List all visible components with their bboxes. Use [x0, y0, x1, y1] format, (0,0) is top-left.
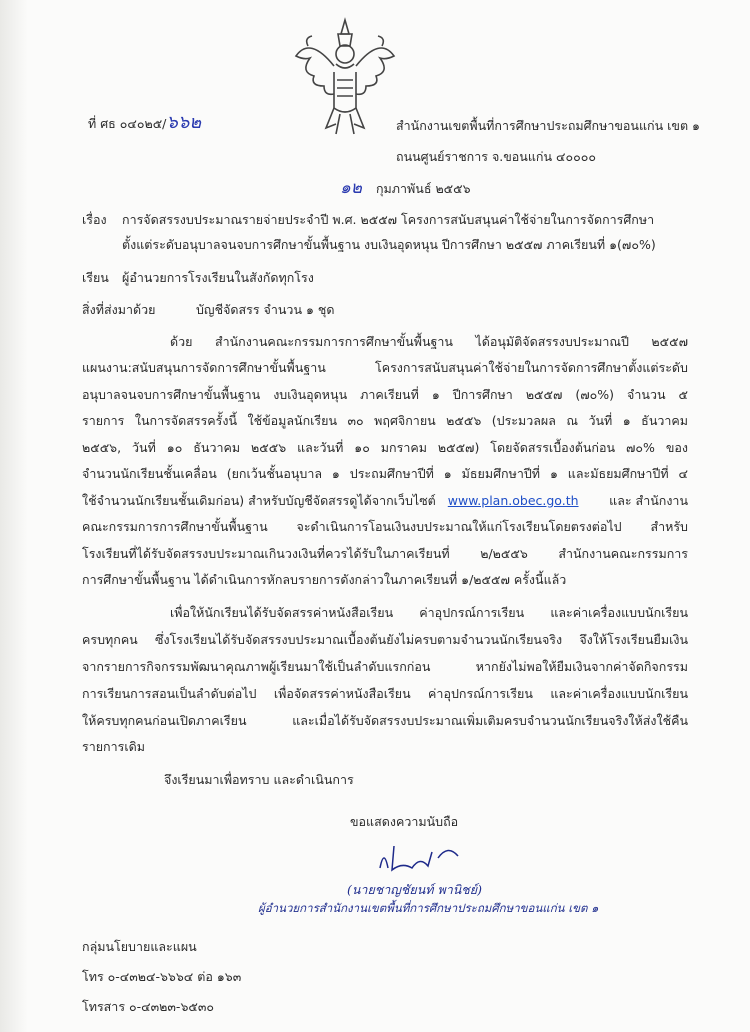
garuda-emblem-icon [290, 16, 400, 136]
paragraph-1-line: รายการ ในการจัดสรรครั้งนี้ ใช้ข้อมูลนักเรียน ๓๐ พฤศจิกายน ๒๕๕๖ (ประมวลผล ณ วันที่ ๑ ธันวาคม [82, 413, 688, 428]
letter-date: ๑๒ กุมภาพันธ์ ๒๕๕๖ [340, 178, 471, 198]
paragraph-1-line: ๒๕๕๖, วันที่ ๑๐ ธันวาคม ๒๕๕๖ และวันที่ ๑๐ มกราคม ๒๕๕๗) โดยจัดสรรเบื้องต้นก่อน ๗๐% ของ [82, 440, 688, 455]
paragraph-1-line: จำนวนนักเรียนชั้นเคลื่อน (ยกเว้นชั้นอนุบาล ๑ ประถมศึกษาปีที่ ๑ มัธยมศึกษาปีที่ ๑ และมัธยมศึกษาปีที่ ๔ [82, 466, 688, 481]
paragraph-1-line: อนุบาลจนจบการศึกษาขั้นพื้นฐาน งบเงินอุดหนุน ภาคเรียนที่ ๑ ปีการศึกษา ๒๕๕๗ (๗๐%) จำนวน ๕ [82, 387, 688, 402]
office-address: ถนนศูนย์ราชการ จ.ขอนแก่น ๔๐๐๐๐ [396, 149, 596, 164]
paragraph-1-line: คณะกรรมการการศึกษาขั้นพื้นฐาน จะดำเนินการโอนเงินงบประมาณให้แก่โรงเรียนโดยตรงต่อไป สำหรับ [82, 519, 688, 534]
paragraph-2-line: จากรายการกิจกรรมพัฒนาคุณภาพผู้เรียนมาใช้เป็นลำดับแรกก่อน หากยังไม่พอให้ยืมเงินจากค่าจัดกิจกรรม [82, 659, 688, 674]
paragraph-1-line: โรงเรียนที่ได้รับจัดสรรงบประมาณเกินวงเงินที่ควรได้รับในภาคเรียนที่ ๒/๒๕๕๖ สำนักงานคณะกรรมการ [82, 546, 688, 561]
subject-line-2: ตั้งแต่ระดับอนุบาลจนจบการศึกษาขั้นพื้นฐาน งบเงินอุดหนุน ปีการศึกษา ๒๕๕๗ ภาคเรียนที่ ๑(๗๐%) [122, 237, 656, 252]
paragraph-1-line: ใช้จำนวนนักเรียนชั้นเดิมก่อน) สำหรับบัญชีจัดสรรดูได้จากเว็บไซต์ www.plan.obec.go.th และ สำนักงาน [82, 493, 688, 508]
signature-icon [372, 838, 468, 878]
paragraph-2-line: รายการเดิม [82, 739, 145, 754]
website-link[interactable]: www.plan.obec.go.th [447, 493, 579, 508]
paragraph-2-line: เพื่อให้นักเรียนได้รับจัดสรรค่าหนังสือเรียน ค่าอุปกรณ์การเรียน และค่าเครื่องแบบนักเรียน [170, 605, 688, 620]
subject-line-1: การจัดสรรงบประมาณรายจ่ายประจำปี พ.ศ. ๒๕๕๗ โครงการสนับสนุนค่าใช้จ่ายในการจัดการศึกษา [122, 212, 655, 227]
fax: โทรสาร ๐-๔๓๒๓-๖๕๓๐ [82, 999, 215, 1014]
office-name: สำนักงานเขตพื้นที่การศึกษาประถมศึกษาขอนแก่น เขต ๑ [396, 118, 700, 133]
paragraph-1-line: แผนงาน:สนับสนุนการจัดการศึกษาขั้นพื้นฐาน โครงการสนับสนุนค่าใช้จ่ายในการจัดการศึกษาตั้งแต่ระดับ [82, 360, 688, 375]
handwritten-number: ๖๖๒ [166, 112, 202, 133]
paragraph-2-line: ครบทุกคน ซึ่งโรงเรียนได้รับจัดสรรงบประมาณเบื้องต้นยังไม่ครบตามจำนวนนักเรียนจริง จึงให้โรงเรียนยืมเงิน [82, 632, 688, 647]
closing-request: จึงเรียนมาเพื่อทราบ และดำเนินการ [164, 772, 354, 787]
scan-edge [0, 0, 28, 1032]
closing: ขอแสดงความนับถือ [350, 814, 459, 829]
paragraph-1-line: ด้วย สำนักงานคณะกรรมการการศึกษาขั้นพื้นฐาน ได้อนุมัติจัดสรรงบประมาณปี ๒๕๕๗ [170, 334, 688, 349]
enclosure-label: สิ่งที่ส่งมาด้วย [82, 302, 156, 317]
phone: โทร ๐-๔๓๒๔-๖๖๖๔ ต่อ ๑๖๓ [82, 969, 242, 984]
enclosure: บัญชีจัดสรร จำนวน ๑ ชุด [196, 302, 335, 317]
recipient-label: เรียน [82, 270, 109, 285]
signer-name: (นายชาญชัยนท์ พานิชย์) [347, 882, 482, 897]
paragraph-2-line: ให้ครบทุกคนก่อนเปิดภาคเรียน และเมื่อได้รับจัดสรรงบประมาณเพิ่มเติมครบจำนวนนักเรียนจริงให้ส่งใช้คืน [82, 713, 688, 728]
recipient: ผู้อำนวยการโรงเรียนในสังกัดทุกโรง [122, 270, 314, 285]
paragraph-2-line: การเรียนการสอนเป็นลำดับต่อไป เพื่อจัดสรรค่าหนังสือเรียน ค่าอุปกรณ์การเรียน และค่าเครื่องแบบนักเรียน [82, 686, 688, 701]
paragraph-1-line: การศึกษาขั้นพื้นฐาน ได้ดำเนินการหักลบรายการดังกล่าวในภาคเรียนที่ ๑/๒๕๕๗ ครั้งนี้แล้ว [82, 572, 567, 587]
signer-title: ผู้อำนวยการสำนักงานเขตพื้นที่การศึกษาประถมศึกษาขอนแก่น เขต ๑ [258, 901, 599, 915]
reference-number: ที่ ศธ ๐๔๐๒๕/๖๖๒ [88, 112, 202, 133]
department: กลุ่มนโยบายและแผน [82, 939, 197, 954]
website-tail: และ สำนักงาน [609, 493, 688, 508]
handwritten-day: ๑๒ [340, 178, 362, 198]
subject-label: เรื่อง [82, 212, 107, 227]
